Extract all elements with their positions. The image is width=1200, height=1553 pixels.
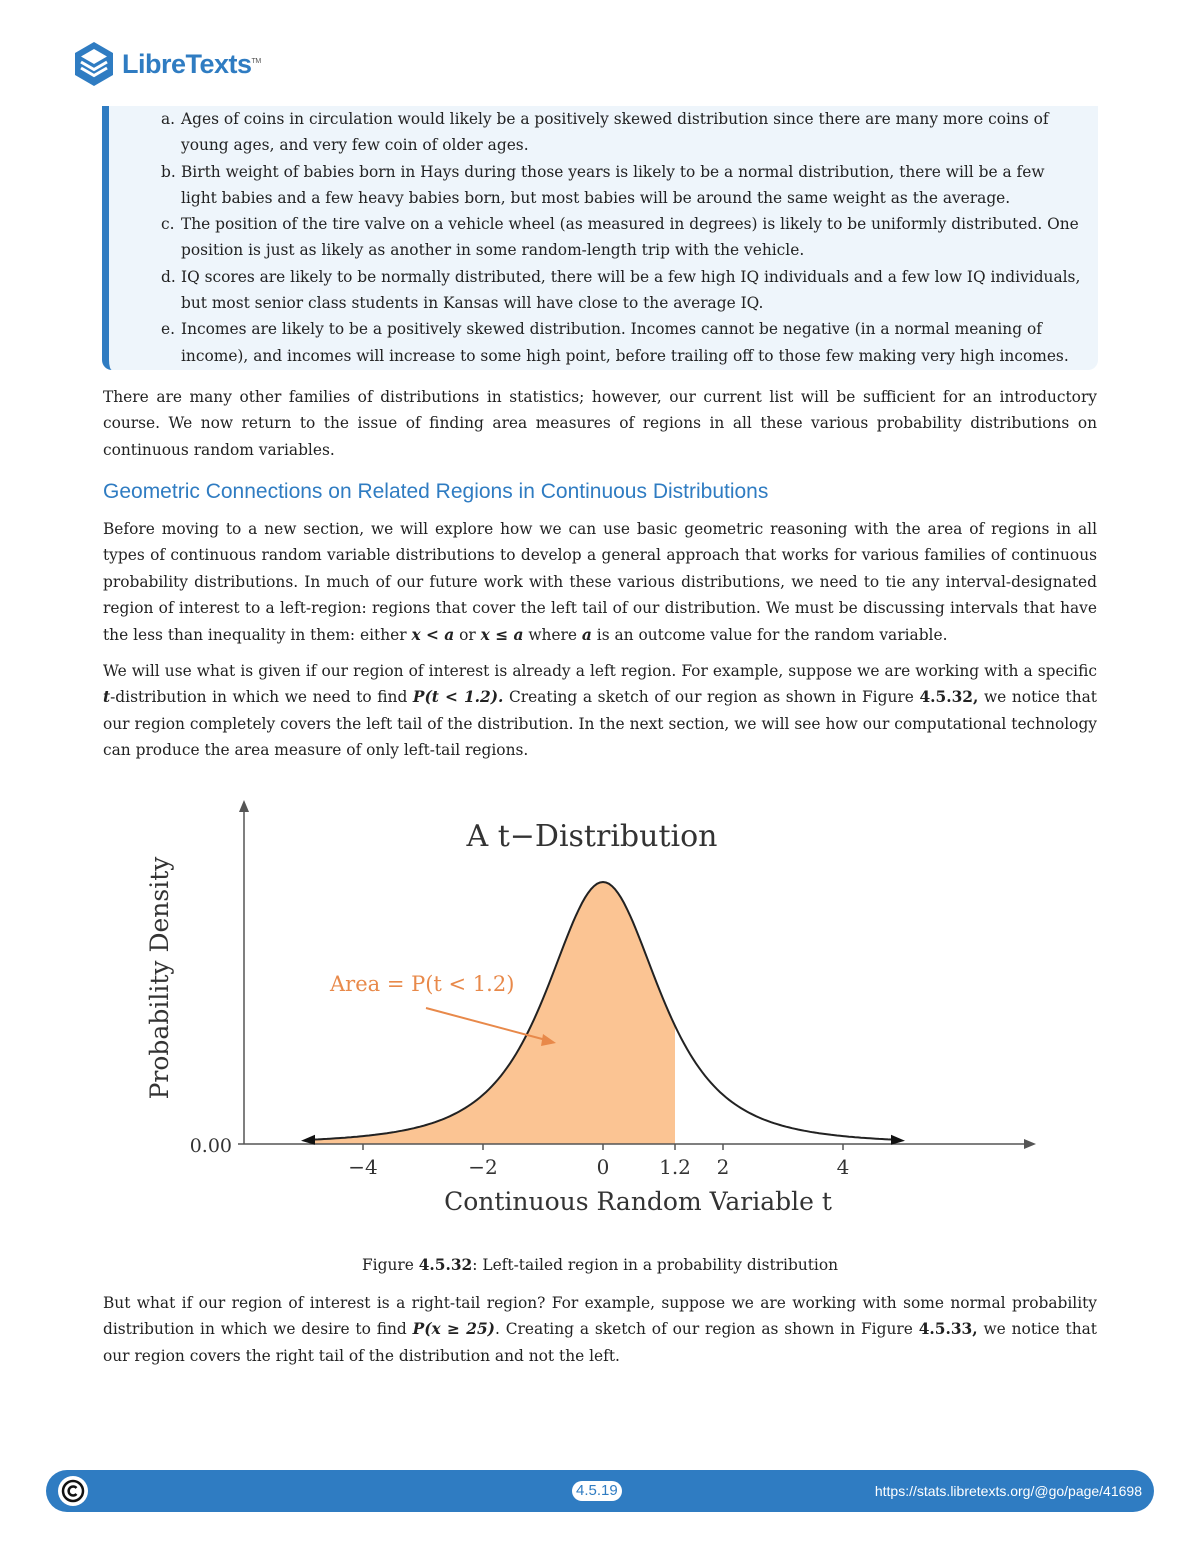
list-item: e. Incomes are likely to be a positively skewed distribution. Incomes cannot be negative (in a normal meaning of income), and incomes will increase to some high point, before trailing off to those few making very high incomes.: [161, 320, 1069, 365]
libretexts-logo[interactable]: [72, 40, 261, 88]
figure-link[interactable]: 4.5.33,: [918, 1320, 978, 1339]
y-tick-label: 0.00: [189, 1135, 232, 1157]
x-axis-label: Continuous Random Variable t: [444, 1187, 832, 1216]
x-tick-label: 0: [596, 1155, 610, 1179]
math-t: t: [103, 688, 111, 707]
x-tick-label: 2: [716, 1155, 730, 1179]
y-axis-arrow: [239, 800, 249, 812]
libretexts-logo-icon: [72, 40, 116, 88]
list-item: c. The position of the tire valve on a vehicle wheel (as measured in degrees) is likely to be uniformly distributed. One position is just as likely as another in some random-length trip with the vehicle.: [161, 215, 1079, 260]
math-p-x-geq-25: P(x ≥ 25): [412, 1320, 495, 1339]
shaded-area: [309, 882, 675, 1144]
x-tick-label: 4: [836, 1155, 850, 1179]
math-x-less-a: x < a: [411, 625, 455, 644]
page-url-link[interactable]: https://stats.libretexts.org/@go/page/41698: [874, 1483, 1142, 1499]
x-tick-label: 1.2: [659, 1155, 691, 1179]
logo-text: LibreTexts™: [122, 48, 261, 79]
area-annotation: Area = P(t < 1.2): [330, 972, 515, 996]
x-ticks: [348, 1144, 849, 1179]
x-tick-label: −4: [348, 1155, 378, 1179]
page-number: 4.5.19: [572, 1481, 622, 1501]
solution-box: [102, 106, 1098, 370]
cc-glyph-icon: [61, 1479, 85, 1503]
math-x-leq-a: x ≤ a: [480, 625, 524, 644]
t-distribution-chart: [110, 790, 1050, 1230]
x-axis-arrow: [1024, 1139, 1036, 1149]
annotation-arrow: [426, 1008, 546, 1040]
y-axis-label: Probability Density: [145, 856, 174, 1100]
chart-title: A t−Distribution: [466, 819, 718, 854]
section-heading: Geometric Connections on Related Regions in Continuous Distributions: [103, 480, 769, 503]
x-tick-label: −2: [468, 1155, 498, 1179]
paragraph-right-tail: But what if our region of interest is a right-tail region? For example, suppose we are working with some normal probability distribution in which we desire to find P(x ≥ 25). Creating a sketch of our region as shown in Figure 4.5.33, we notice that our region covers the right tail of the distribution and not the left.: [103, 1294, 1097, 1365]
paragraph-left-region: We will use what is given if our region of interest is already a left region. For example, suppose we are working with a specific t-distribution in which we need to find P(t < 1.2). Creating a sketch of our region as shown in Figure 4.5.32, we notice that our region completely covers the left tail of the distribution. In the next section, we will see how our computational technology can produce the area measure of only left-tail regions.: [103, 662, 1097, 760]
creative-commons-icon[interactable]: [58, 1476, 88, 1506]
list-item: d. IQ scores are likely to be normally distributed, there will be a few high IQ individuals and a few low IQ individuals, but most senior class students in Kansas will have close to the average IQ.: [161, 267, 1081, 313]
list-item: b. Birth weight of babies born in Hays during those years is likely to be a normal distribution, there will be a few light babies and a few heavy babies born, but most babies will be around the same weight as the average.: [161, 162, 1045, 207]
list-item: a. Ages of coins in circulation would likely be a positively skewed distribution since there are many more coins of young ages, and very few coin of older ages.: [161, 110, 1049, 155]
answer-list: [161, 106, 1081, 369]
intro-paragraph: There are many other families of distributions in statistics; however, our current list will be sufficient for an introductory course. We now return to the issue of finding area measures of regions in all these various probability distributions on continuous random variables.: [103, 388, 1097, 459]
page-footer: [46, 1470, 1154, 1512]
math-p-t-less-1-2: P(t < 1.2).: [412, 688, 504, 707]
figure-link[interactable]: 4.5.32,: [919, 688, 979, 707]
figure-caption: Figure 4.5.32: Left-tailed region in a probability distribution: [361, 1256, 839, 1274]
paragraph-geometric-reasoning: Before moving to a new section, we will explore how we can use basic geometric reasoning with the area of regions in all types of continuous random variable distributions to develop a general approach that works for various families of continuous probability distributions. In much of our future work with these various distributions, we need to tie any interval-designated region of interest to a left-region: regions that cover the left tail of our distribution. We must be discussing intervals that have the less than inequality in them: either x < a or x ≤ a where a is an outcome value for the random variable.: [103, 520, 1097, 644]
math-a: a: [581, 625, 592, 644]
